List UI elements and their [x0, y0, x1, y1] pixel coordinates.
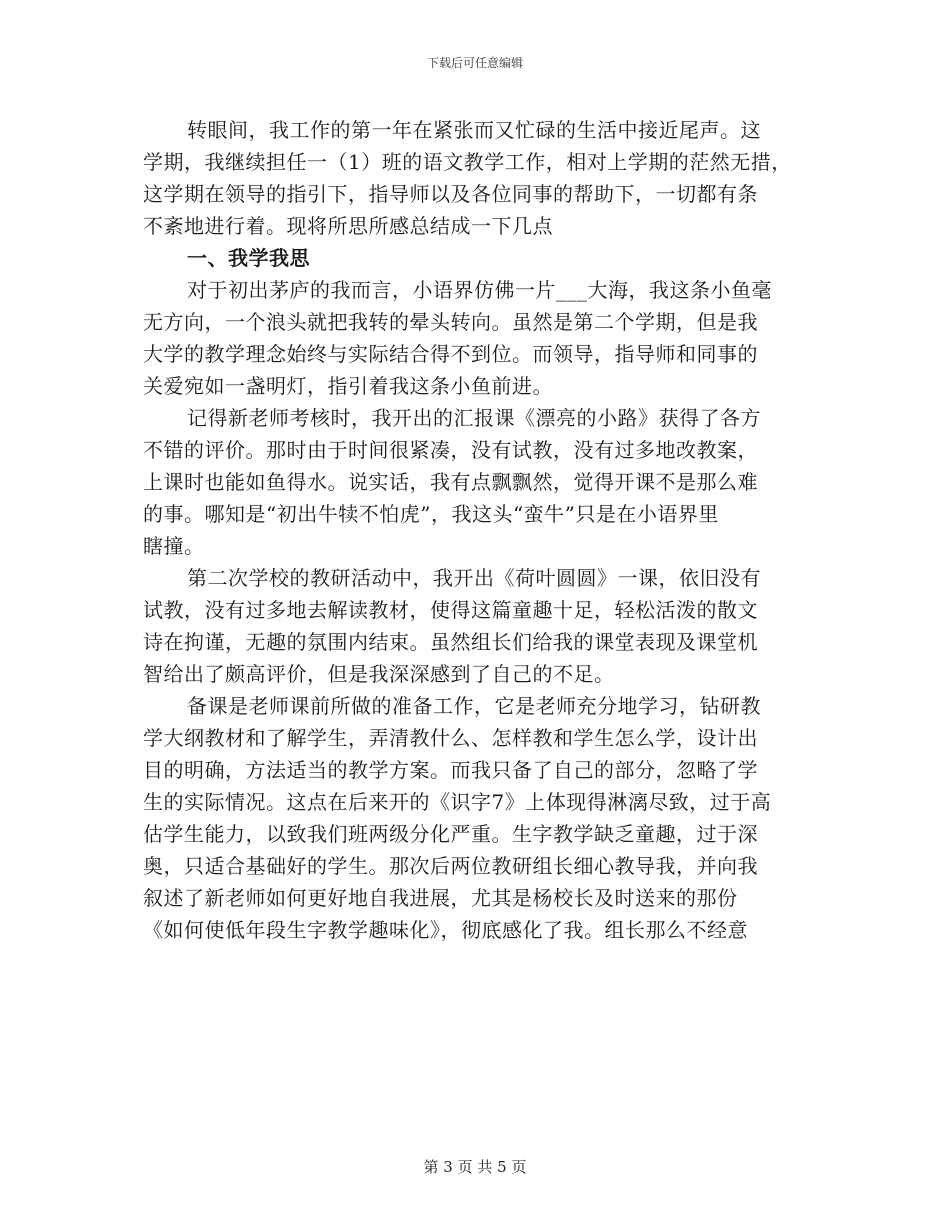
text-line: 目的明确，方法适当的教学方案。而我只备了自己的部分，忽略了学: [143, 758, 758, 782]
text-line: 转眼间，我工作的第一年在紧张而又忙碌的生活中接近尾声。这: [187, 118, 761, 142]
text-line: 不紊地进行着。现将所思所感总结成一下几点: [143, 214, 553, 238]
page-footer: 第 3 页 共 5 页: [423, 1158, 527, 1176]
page-header: 下载后可任意编辑: [426, 56, 523, 70]
text-line: 试教，没有过多地去解读教材，使得这篇童趣十足，轻松活泼的散文: [143, 598, 758, 622]
text-line: 上课时也能如鱼得水。说实话，我有点飘飘然，觉得开课不是那么难: [143, 470, 758, 494]
section-heading: 一、我学我思: [187, 246, 310, 270]
document-body: [143, 114, 813, 946]
text-line: 学大纲教材和了解学生，弄清教什么、怎样教和学生怎么学，设计出: [143, 726, 758, 750]
text-line: 这学期在领导的指引下，指导师以及各位同事的帮助下，一切都有条: [143, 182, 758, 206]
text-line: 《如何使低年段生字教学趣味化》，彻底感化了我。组长那么不经意: [143, 918, 748, 942]
text-line: 智给出了颇高评价，但是我深深感到了自己的不足。: [143, 662, 615, 686]
text-line: 对于初出茅庐的我而言，小语界仿佛一片___大海，我这条小鱼毫: [187, 278, 772, 302]
text-line: 估学生能力，以致我们班两级分化严重。生字教学缺乏童趣，过于深: [143, 822, 758, 846]
text-line: 瞎撞。: [143, 534, 205, 558]
text-line: 关爱宛如一盏明灯，指引着我这条小鱼前进。: [143, 374, 553, 398]
text-line: 的事。哪知是“初出牛犊不怕虎”，我这头“蛮牛”只是在小语界里: [143, 502, 719, 526]
text-line: 备课是老师课前所做的准备工作，它是老师充分地学习，钻研教: [187, 694, 761, 718]
text-line: 奥，只适合基础好的学生。那次后两位教研组长细心教导我，并向我: [143, 854, 758, 878]
text-line: 学期，我继续担任一（1）班的语文教学工作，相对上学期的茫然无措，: [143, 150, 792, 174]
text-line: 记得新老师考核时，我开出的汇报课《漂亮的小路》获得了各方: [187, 406, 761, 430]
text-line: 无方向，一个浪头就把我转的晕头转向。虽然是第二个学期，但是我: [143, 310, 758, 334]
text-line: 生的实际情况。这点在后来开的《识字7》上体现得淋漓尽致，过于高: [143, 790, 772, 814]
text-line: 不错的评价。那时由于时间很紧凑，没有试教，没有过多地改教案，: [143, 438, 758, 462]
text-line: 诗在拘谨，无趣的氛围内结束。虽然组长们给我的课堂表现及课堂机: [143, 630, 758, 654]
text-line: 叙述了新老师如何更好地自我进展，尤其是杨校长及时送来的那份: [143, 886, 738, 910]
text-line: 第二次学校的教研活动中，我开出《荷叶圆圆》一课，依旧没有: [187, 566, 761, 590]
text-line: 大学的教学理念始终与实际结合得不到位。而领导，指导师和同事的: [143, 342, 758, 366]
